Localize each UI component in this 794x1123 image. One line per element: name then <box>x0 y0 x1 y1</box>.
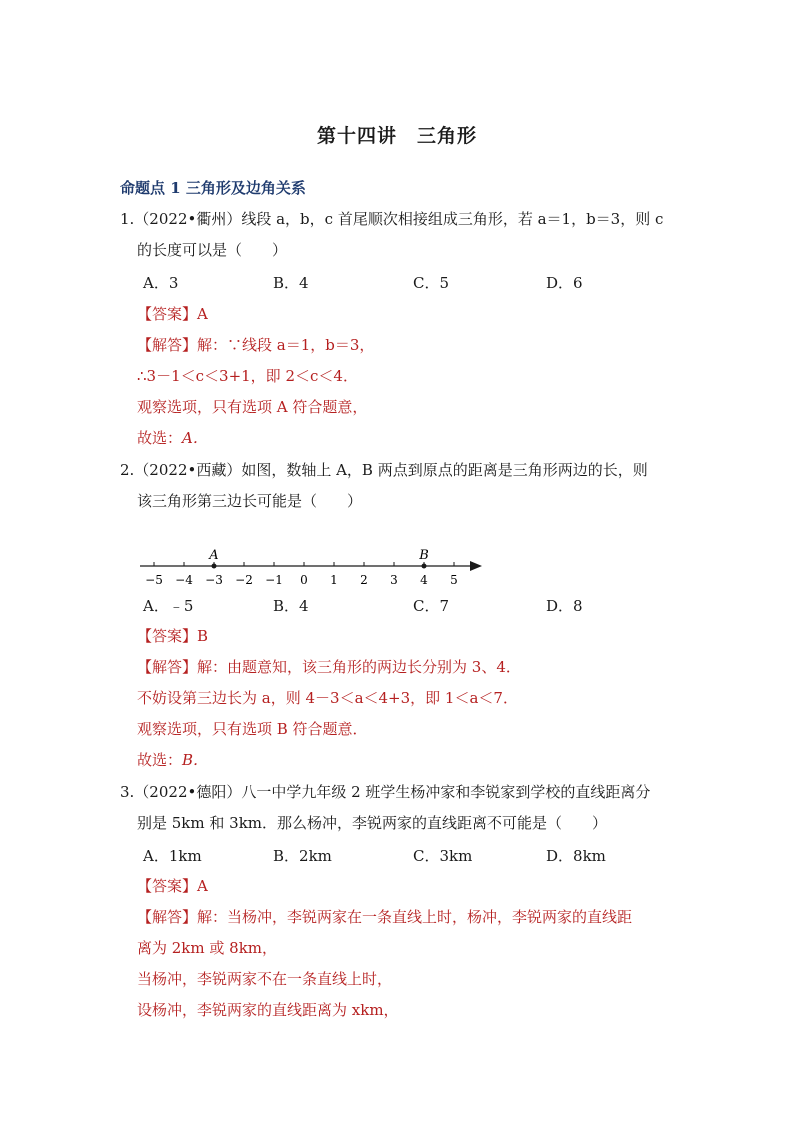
q1-explanation-text1: ∵线段 a＝1，b＝3， <box>227 336 375 354</box>
q1-explanation-line2: ∴3－1＜c＜3+1，即 2＜c＜4． <box>137 367 358 385</box>
q3-explanation-line4: 设杨冲，李锐两家的直线距离为 xkm， <box>137 1001 399 1019</box>
q2-option-a: A．﹣5 <box>143 597 194 615</box>
q2-explanation-label: 【解答】解： <box>137 658 228 676</box>
tick-label: −1 <box>265 573 283 587</box>
q3-explanation-label: 【解答】解： <box>137 908 228 926</box>
arrow-right-icon <box>470 561 482 571</box>
q3-stem-line2: 别是 5km 和 3km．那么杨冲，李锐两家的直线距离不可能是（ ） <box>137 814 608 832</box>
tick-label: −4 <box>175 573 193 587</box>
q1-conclusion-label: 故选： <box>137 429 183 447</box>
tick-label: 1 <box>330 573 338 587</box>
tick-label: −2 <box>235 573 253 587</box>
q1-stem-line2: 的长度可以是（ ） <box>137 241 288 259</box>
q1-explanation-label: 【解答】解： <box>137 336 228 354</box>
page-title: 第十四讲 三角形 <box>316 125 477 147</box>
tick-label: −5 <box>145 573 163 587</box>
q1-option-c: C．5 <box>413 274 450 292</box>
q3-option-b: B．2km <box>273 847 332 865</box>
q3-stem-line1: 3.（2022•德阳）八一中学九年级 2 班学生杨冲家和李锐家到学校的直线距离分 <box>120 783 651 801</box>
q2-stem-line1: 2.（2022•西藏）如图，数轴上 A，B 两点到原点的距离是三角形两边的长，则 <box>120 461 648 479</box>
q1-answer: 【答案】A <box>137 305 208 323</box>
q2-explanation-text1: 由题意知，该三角形的两边长分别为 3、4． <box>227 658 521 676</box>
q2-option-d: D．8 <box>546 597 583 615</box>
q2-conclusion-value: B． <box>182 751 209 769</box>
tick-label: −3 <box>205 573 223 587</box>
q1-option-a: A．3 <box>143 274 179 292</box>
point-a-dot <box>212 564 217 569</box>
q2-option-b: B．4 <box>273 597 309 615</box>
point-a-label: A <box>209 548 219 563</box>
q1-explanation-line1 <box>137 335 374 355</box>
tick-label: 3 <box>390 573 398 587</box>
section-heading: 命题点 1 三角形及边角关系 <box>120 179 306 197</box>
q2-explanation-line2: 不妨设第三边长为 a，则 4－3＜a＜4+3，即 1＜a＜7． <box>137 689 518 707</box>
q1-stem-line1: 1.（2022•衢州）线段 a，b，c 首尾顺次相接组成三角形，若 a＝1，b＝3，则 c <box>120 210 664 228</box>
q1-option-d: D．6 <box>546 274 583 292</box>
q2-answer: 【答案】B <box>137 627 209 645</box>
tick-label: 2 <box>360 573 368 587</box>
q3-explanation-line1 <box>137 907 632 927</box>
point-b-dot <box>422 564 427 569</box>
tick-label: 4 <box>420 573 428 587</box>
q3-option-d: D．8km <box>546 847 606 865</box>
q2-conclusion-label: 故选： <box>137 751 183 769</box>
q2-option-c: C．7 <box>413 597 450 615</box>
tick-label: 5 <box>450 573 458 587</box>
q1-conclusion-value: A． <box>182 429 208 447</box>
q1-explanation-line3: 观察选项，只有选项 A 符合题意， <box>137 398 368 416</box>
q2-explanation-line3: 观察选项，只有选项 B 符合题意． <box>137 720 368 738</box>
point-b-label: B <box>419 548 429 563</box>
q3-answer: 【答案】A <box>137 877 208 895</box>
number-line-figure <box>130 540 490 590</box>
q3-explanation-text1: 当杨冲，李锐两家在一条直线上时，杨冲，李锐两家的直线距 <box>227 908 633 926</box>
q2-stem-line2: 该三角形第三边长可能是（ ） <box>137 492 363 510</box>
q1-explanation-line4 <box>137 428 208 448</box>
q1-option-b: B．4 <box>273 274 309 292</box>
q3-option-c: C．3km <box>413 847 473 865</box>
q2-explanation-line4 <box>137 750 208 770</box>
q3-explanation-line3: 当杨冲，李锐两家不在一条直线上时， <box>137 970 393 988</box>
q3-explanation-line2: 离为 2km 或 8km， <box>137 939 278 957</box>
q3-option-a: A．1km <box>143 847 202 865</box>
q2-explanation-line1 <box>137 657 521 677</box>
tick-label: 0 <box>300 573 308 587</box>
